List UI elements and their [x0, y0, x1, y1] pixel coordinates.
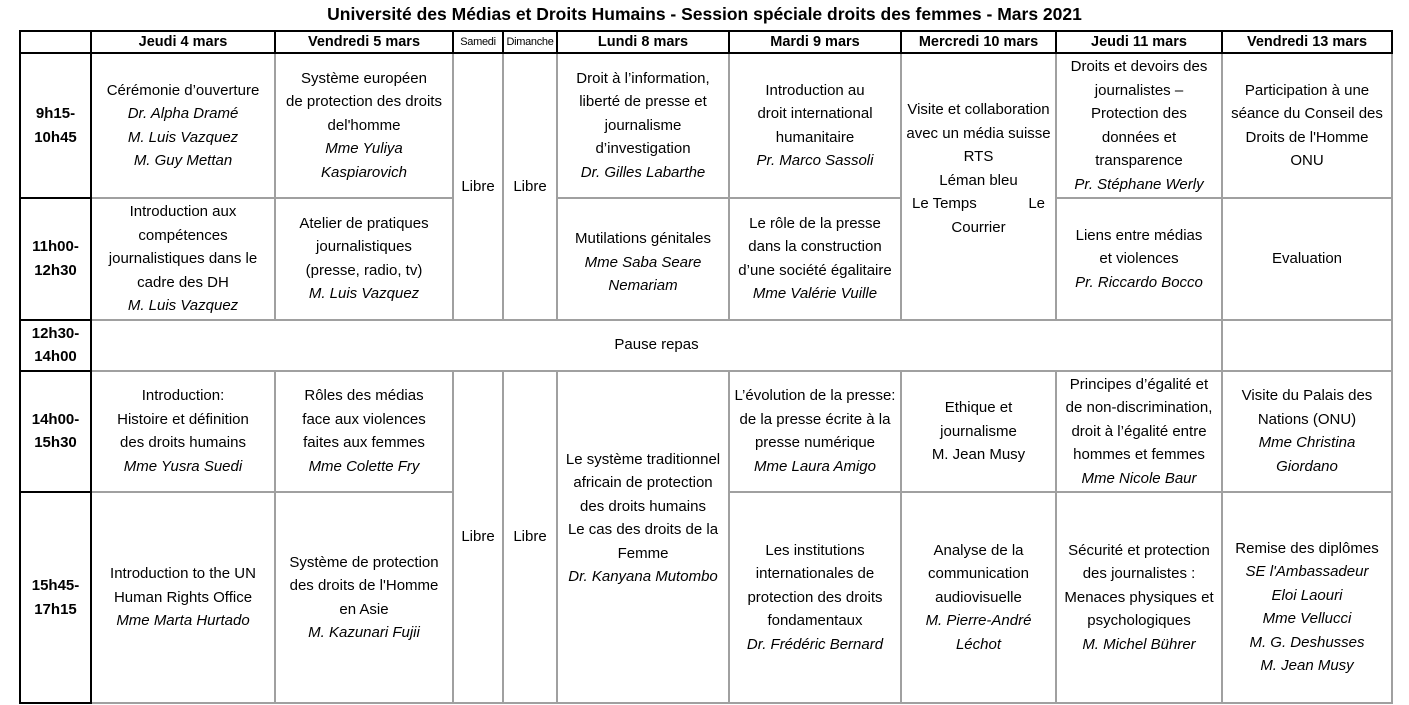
- session-cell: Remise des diplômes SE l'Ambassadeur Eloi Laouri Mme Vellucci M. G. Deshusses M. Jean Musy: [1222, 492, 1392, 703]
- session-cell: Le rôle de la presse dans la construction d’une société égalitaire Mme Valérie Vuille: [729, 198, 901, 320]
- day-header: Vendredi 13 mars: [1222, 31, 1392, 53]
- time-cell: 9h15- 10h45: [20, 53, 91, 198]
- session-cell: Liens entre médias et violences Pr. Riccardo Bocco: [1056, 198, 1222, 320]
- time-cell: 12h30- 14h00: [20, 320, 91, 371]
- session-cell: Introduction au droit international humanitaire Pr. Marco Sassoli: [729, 53, 901, 198]
- session-cell: Cérémonie d’ouverture Dr. Alpha Dramé M. Luis Vazquez M. Guy Mettan: [91, 53, 275, 198]
- lunch-break-cell: Pause repas: [91, 320, 1222, 371]
- time-cell: 11h00- 12h30: [20, 198, 91, 320]
- day-header: Mardi 9 mars: [729, 31, 901, 53]
- session-cell: Visite du Palais des Nations (ONU) Mme Christina Giordano: [1222, 371, 1392, 493]
- libre-cell-samedi: Libre: [453, 53, 503, 320]
- session-cell: Ethique et journalisme M. Jean Musy: [901, 371, 1056, 493]
- day-header: Dimanche: [503, 31, 557, 53]
- session-cell-visite: Visite et collaboration avec un média suisse RTS Léman bleu Le Temps Le Courrier: [901, 53, 1056, 320]
- schedule-table: [19, 30, 1393, 704]
- session-cell: Système de protection des droits de l'Homme en Asie M. Kazunari Fujii: [275, 492, 453, 703]
- session-cell: Participation à une séance du Conseil des Droits de l'Homme ONU: [1222, 53, 1392, 198]
- page-title: Université des Médias et Droits Humains - Session spéciale droits des femmes - Mars 2021: [327, 4, 1082, 24]
- session-cell: Mutilations génitales Mme Saba Seare Nemariam: [557, 198, 729, 320]
- libre-cell-samedi: Libre: [453, 371, 503, 704]
- day-header: Vendredi 5 mars: [275, 31, 453, 53]
- session-cell-lundi: Le système traditionnel africain de protection des droits humains Le cas des droits de la Femme Dr. Kanyana Mutombo: [557, 371, 729, 704]
- session-cell: Les institutions internationales de protection des droits fondamentaux Dr. Frédéric Bernard: [729, 492, 901, 703]
- slot-row-1: [20, 53, 1392, 198]
- session-cell: L’évolution de la presse: de la presse écrite à la presse numérique Mme Laura Amigo: [729, 371, 901, 493]
- session-cell: Droits et devoirs des journalistes – Protection des données et transparence Pr. Stéphane Werly: [1056, 53, 1222, 198]
- session-cell: Système européen de protection des droits del'homme Mme Yuliya Kaspiarovich: [275, 53, 453, 198]
- slot-row-4: [20, 371, 1392, 493]
- time-cell: 15h45- 17h15: [20, 492, 91, 703]
- day-header: Mercredi 10 mars: [901, 31, 1056, 53]
- day-header: Jeudi 11 mars: [1056, 31, 1222, 53]
- empty-cell: [1222, 320, 1392, 371]
- session-cell: Rôles des médias face aux violences faites aux femmes Mme Colette Fry: [275, 371, 453, 493]
- header-row: [20, 31, 1392, 53]
- session-cell: Introduction aux compétences journalistiques dans le cadre des DH M. Luis Vazquez: [91, 198, 275, 320]
- session-cell: Atelier de pratiques journalistiques (presse, radio, tv) M. Luis Vazquez: [275, 198, 453, 320]
- session-cell: Introduction: Histoire et définition des droits humains Mme Yusra Suedi: [91, 371, 275, 493]
- day-header: Lundi 8 mars: [557, 31, 729, 53]
- libre-cell-dimanche: Libre: [503, 53, 557, 320]
- session-cell: Analyse de la communication audiovisuelle M. Pierre-André Léchot: [901, 492, 1056, 703]
- session-cell: Sécurité et protection des journalistes : Menaces physiques et psychologiques M. Michel Bührer: [1056, 492, 1222, 703]
- day-header: Samedi: [453, 31, 503, 53]
- session-cell: Droit à l’information, liberté de presse et journalisme d’investigation Dr. Gilles Labarthe: [557, 53, 729, 198]
- session-cell: Introduction to the UN Human Rights Office Mme Marta Hurtado: [91, 492, 275, 703]
- slot-row-2: [20, 198, 1392, 320]
- time-cell: 14h00- 15h30: [20, 371, 91, 493]
- corner-cell: [20, 31, 91, 53]
- slot-row-3: [20, 320, 1392, 371]
- session-cell: Evaluation: [1222, 198, 1392, 320]
- session-cell: Principes d’égalité et de non-discrimination, droit à l’égalité entre hommes et femmes Mme Nicole Baur: [1056, 371, 1222, 493]
- day-header: Jeudi 4 mars: [91, 31, 275, 53]
- libre-cell-dimanche: Libre: [503, 371, 557, 704]
